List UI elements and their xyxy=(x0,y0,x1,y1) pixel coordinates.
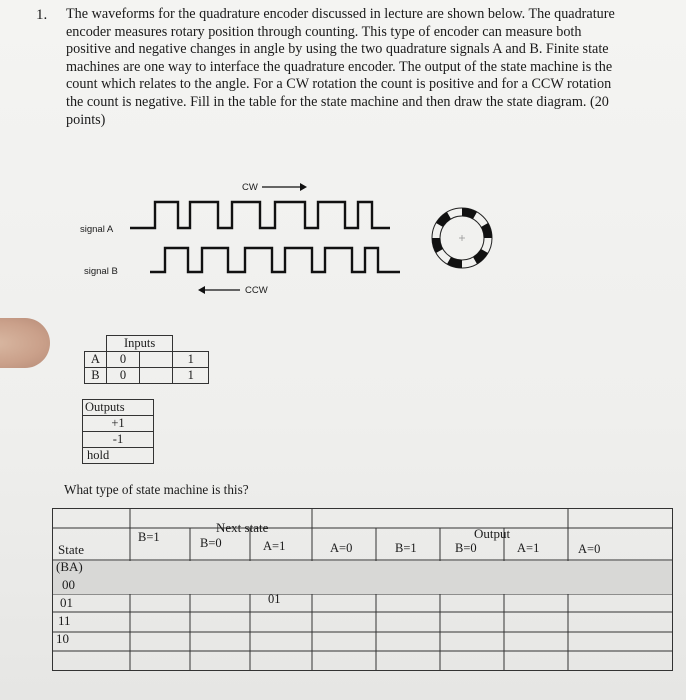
output-value: +1 xyxy=(83,416,154,432)
state-cell: 01 xyxy=(268,592,281,606)
input-row-label: B xyxy=(85,368,107,384)
question-number: 1. xyxy=(36,7,48,23)
column-header: B=0 xyxy=(455,541,477,555)
column-header: A=0 xyxy=(578,542,601,556)
column-header: B=0 xyxy=(200,536,222,550)
outputs-table xyxy=(82,399,154,464)
state-row-label: 00 xyxy=(62,577,75,592)
column-header: A=1 xyxy=(263,539,286,553)
column-header: A=0 xyxy=(330,541,353,555)
ccw-label: CCW xyxy=(245,285,268,296)
question-text: The waveforms for the quadrature encoder discussed in lecture are shown below. The quadrature encoder measures rotary position through counting. This type of encoder can measure both positive and negative changes in angle by using the two quadrature signals A and B. Finite state machines are one way to interface the quadrature encoder. The output of the state machine is the count which relates to the angle. For a CW rotation the count is positive and for a CCW rotation the count is negative. Fill in the table for the state machine and then draw the state diagram. (20 points) xyxy=(66,6,615,128)
input-cell: 1 xyxy=(173,368,209,384)
input-cell: 1 xyxy=(173,352,209,368)
ccw-arrow-icon xyxy=(198,286,205,294)
shaded-row xyxy=(53,561,672,594)
column-header: A=1 xyxy=(517,541,540,555)
signal-a-label: signal A xyxy=(80,224,114,235)
next-state-header: Next state xyxy=(216,520,269,535)
input-cell: 0 xyxy=(106,368,139,384)
column-header: B=1 xyxy=(138,530,160,544)
input-cell: 0 xyxy=(106,352,139,368)
cw-label: CW xyxy=(242,182,258,193)
input-row-label: A xyxy=(85,352,107,368)
encoder-disc-icon xyxy=(432,208,492,268)
output-header: Output xyxy=(474,526,511,541)
inputs-table xyxy=(84,335,209,384)
state-subheader: (BA) xyxy=(56,559,83,574)
state-row-label: 10 xyxy=(56,631,69,646)
thumb xyxy=(0,318,50,368)
signal-a-waveform xyxy=(130,202,390,228)
state-machine-question: What type of state machine is this? xyxy=(64,482,249,497)
cw-arrow-icon xyxy=(300,183,307,191)
outputs-header: Outputs xyxy=(83,400,154,416)
column-header: B=1 xyxy=(395,541,417,555)
signal-b-label: signal B xyxy=(84,266,118,277)
signal-b-waveform xyxy=(150,248,400,272)
inputs-header: Inputs xyxy=(106,336,173,352)
output-value: -1 xyxy=(83,432,154,448)
state-row-label: 11 xyxy=(58,613,71,628)
state-header: State xyxy=(58,542,84,557)
output-value: hold xyxy=(83,448,154,464)
state-row-label: 01 xyxy=(60,595,73,610)
